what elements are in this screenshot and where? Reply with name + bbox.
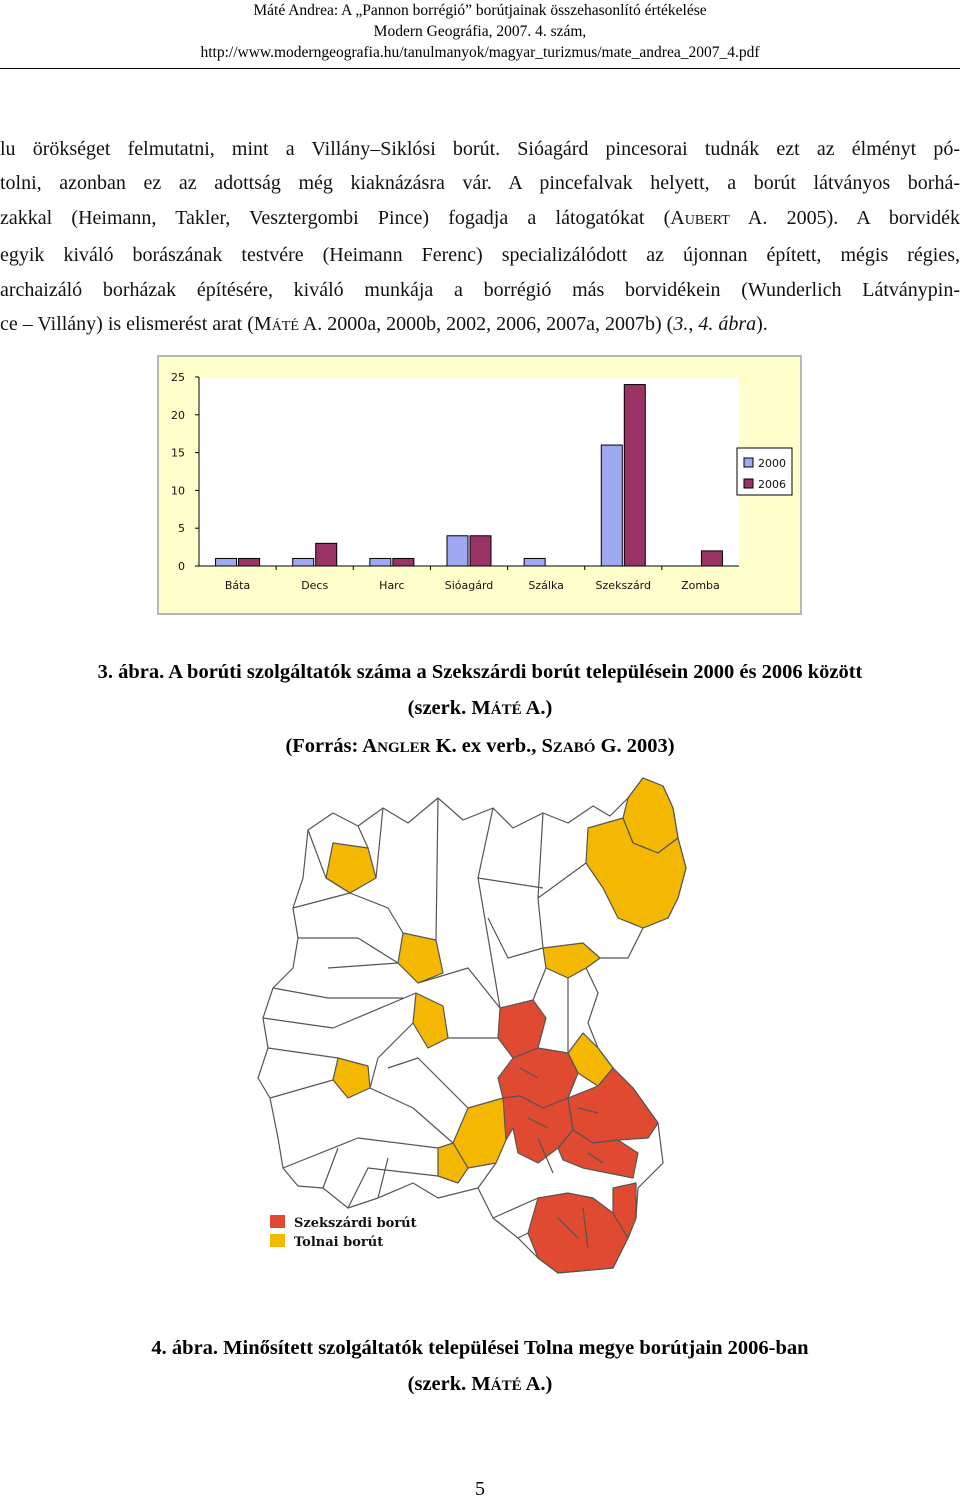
bar-2000-Decs [293, 558, 314, 566]
legend-swatch-2006 [744, 479, 753, 488]
x-tick-label: Sióagárd [444, 579, 494, 592]
plot-area [199, 377, 739, 566]
header-rule [0, 68, 960, 69]
bar-chart [157, 355, 802, 615]
y-tick-label: 5 [178, 522, 185, 536]
header-journal: Modern Geográfia, 2007. 4. szám, [373, 23, 587, 40]
figure-3-caption-line-3 [0, 728, 960, 766]
y-tick-label: 0 [178, 560, 185, 573]
body-line-3-a: zakkal (Heimann, Takler, Vesztergombi Pince) fogadja a látogatókat (A [0, 206, 685, 229]
body-line-6-a: ce – Villány) is elismerést arat (M [0, 313, 272, 336]
figure-4-caption [0, 1330, 960, 1404]
bar-2000-Sióagárd [447, 536, 468, 566]
page-number: 5 [475, 1478, 485, 1500]
bar-2006-Báta [239, 558, 260, 566]
y-tick-label: 15 [171, 446, 185, 460]
body-line-2: tolni, azonban ez az adottság még kiaknázásra vár. A pincefalvak helyett, a borút látványos borhá- [0, 172, 960, 195]
figure-3-caption-line-1: 3. ábra. A borúti szolgáltatók száma a Szekszárdi borút településein 2000 és 2006 között [97, 661, 863, 683]
legend-label-szekszardi: Szekszárdi borút [294, 1216, 417, 1231]
cap3-source-e: G. 2003) [595, 735, 675, 757]
body-line-6-ref-3: 3. [673, 313, 689, 336]
cap3-source-smallcaps-2: ZABÓ [552, 740, 596, 756]
figure-4-caption-line-2 [0, 1366, 960, 1404]
body-line-3 [0, 201, 960, 238]
tolna-map-svg [238, 768, 722, 1299]
bar-2000-Harc [370, 558, 391, 566]
figure-3-caption-line-2 [0, 690, 960, 728]
cap3-editor-c: A.) [521, 697, 553, 719]
cap4-editor-a: (szerk. M [407, 1373, 491, 1395]
x-tick-label: Szálka [528, 579, 564, 592]
figure-4-caption-line-1: 4. ábra. Minősített szolgáltatók települései Tolna megye borútjain 2006-ban [151, 1337, 809, 1359]
x-tick-label: Báta [224, 579, 251, 592]
legend-label-2000: 2000 [758, 457, 786, 470]
cap3-editor-a: (szerk. M [407, 697, 491, 719]
legend-label-tolnai: Tolnai borút [294, 1235, 384, 1250]
x-tick-label: Decs [301, 579, 329, 592]
body-line-6-sep: , [688, 313, 699, 336]
cap4-editor-smallcaps: ÁTÉ [490, 1378, 522, 1394]
body-line-6-ref-4: 4. ábra [698, 313, 757, 336]
cap4-editor-c: A.) [521, 1373, 553, 1395]
body-line-4: egyik kiváló borászának testvére (Heimann Ferenc) specializálódott az újonnan épített, mégis régies, [0, 244, 960, 267]
body-line-1: lu örökséget felmutatni, mint a Villány–Siklósi borút. Sióagárd pincesorai tudnák ezt az élményt pó- [0, 138, 960, 160]
body-line-6-end: ). [756, 313, 768, 336]
x-tick-label: Zomba [681, 579, 720, 592]
x-tick-label: Harc [379, 579, 405, 592]
body-paragraph [0, 132, 960, 344]
header-url[interactable]: http://www.moderngeografia.hu/tanulmanyok/magyar_turizmus/mate_andrea_2007_4.pdf [200, 44, 760, 61]
bar-2006-Harc [393, 558, 414, 566]
bar-2006-Zomba [701, 551, 722, 566]
bar-chart-svg [157, 355, 802, 615]
body-line-3-c: A. 2005). A borvidék [729, 206, 960, 229]
cap3-source-a: (Forrás: A [285, 735, 378, 757]
y-tick-label: 20 [171, 408, 185, 422]
bar-2006-Decs [316, 543, 337, 566]
figure-3-caption [0, 654, 960, 766]
bar-2006-Sióagárd [470, 536, 491, 566]
running-header [0, 0, 960, 63]
body-line-6-c: A. 2000a, 2000b, 2002, 2006, 2007a, 2007b) ( [298, 313, 674, 336]
legend-label-2006: 2006 [758, 478, 786, 491]
body-line-3-smallcaps: UBERT [684, 212, 730, 228]
body-line-6 [0, 307, 960, 344]
body-line-5: archaizáló borházak építésére, kiváló munkája a borrégió más borvidékein (Wunderlich Látványpin- [0, 278, 960, 301]
bar-2000-Szekszárd [601, 445, 622, 566]
legend-swatch-2000 [744, 458, 753, 467]
y-tick-label: 25 [171, 371, 185, 384]
bar-2006-Szekszárd [624, 385, 645, 566]
header-article-title: Máté Andrea: A „Pannon borrégió” borútjainak összehasonlító értékelése [253, 2, 707, 19]
cap3-editor-smallcaps: ÁTÉ [490, 702, 522, 718]
cap3-source-smallcaps-1: NGLER [377, 740, 431, 756]
x-tick-label: Szekszárd [595, 579, 652, 592]
tolna-map [238, 768, 722, 1299]
bar-2000-Báta [216, 558, 237, 566]
body-line-6-smallcaps: ÁTÉ [271, 319, 299, 335]
legend-swatch-tolnai [270, 1234, 285, 1247]
legend-swatch-szekszardi [270, 1215, 285, 1228]
cap3-source-c: K. ex verb., S [430, 735, 553, 757]
y-tick-label: 10 [171, 484, 185, 498]
bar-2000-Szálka [524, 558, 545, 566]
